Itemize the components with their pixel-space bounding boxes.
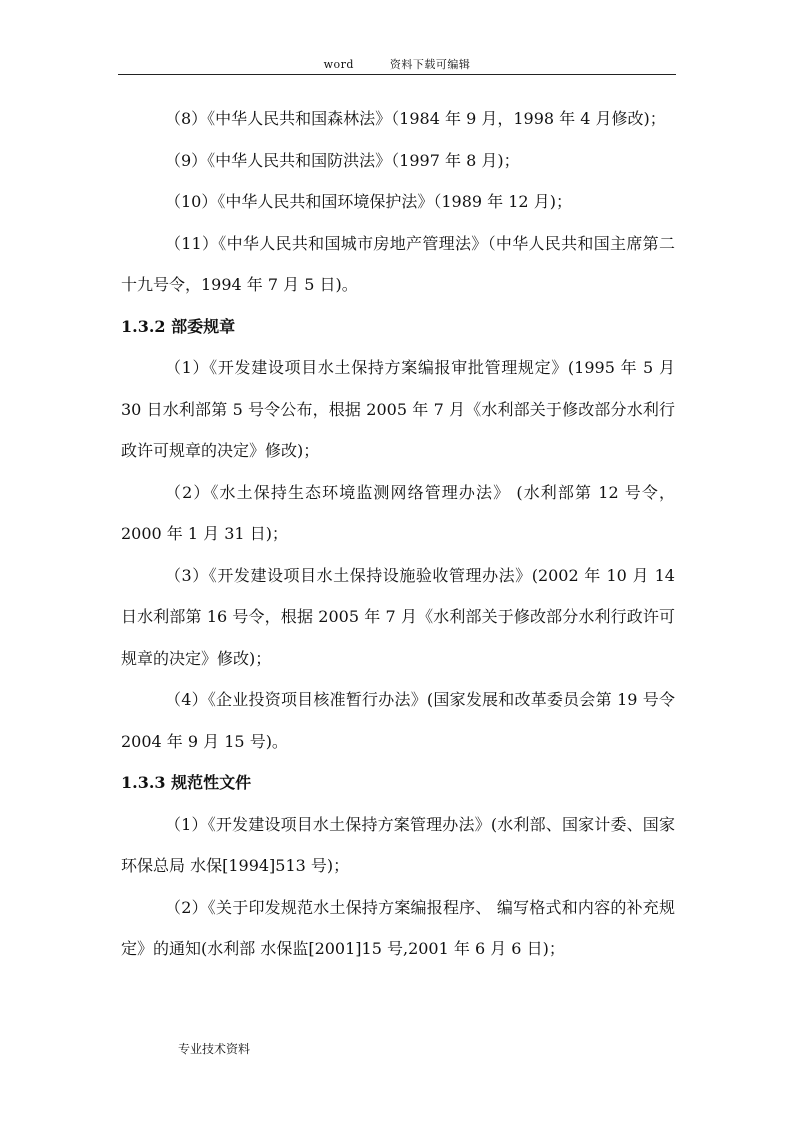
law-item-10: （10）《中华人民共和国环境保护法》（1989 年 12 月)； <box>165 192 572 211</box>
header-rule <box>118 74 676 75</box>
regulation-item-1: （1）《开发建设项目水土保持方案编报审批管理规定》(1995 年 5 月 30 日水利部第 5 号令公布，根据 2005 年 7 月《水利部关于修改部分水利行政许可规章的决定》修改)； <box>121 358 675 460</box>
header-right-text: 资料下载可编辑 <box>389 58 471 71</box>
page-footer: 专业技术资料 <box>178 1042 251 1056</box>
normative-doc-item-1: （1）《开发建设项目水土保持方案管理办法》(水利部、国家计委、国家环保总局 水保[1994]513 号)； <box>121 814 675 875</box>
section-heading-1-3-3: 1.3.3 规范性文件 <box>121 773 252 792</box>
law-item-11: （11）《中华人民共和国城市房地产管理法》（中华人民共和国主席第二十九号令，1994 年 7 月 5 日)。 <box>121 233 675 294</box>
law-item-8: （8）《中华人民共和国森林法》（1984 年 9 月，1998 年 4 月修改)； <box>165 109 666 128</box>
regulation-item-3: （3）《开发建设项目水土保持设施验收管理办法》(2002 年 10 月 14 日水利部第 16 号令，根据 2005 年 7 月《水利部关于修改部分水利行政许可规章的决定》修改)； <box>121 565 675 668</box>
section-heading-1-3-2: 1.3.2 部委规章 <box>121 316 236 336</box>
header-left-text: word <box>323 58 354 71</box>
document-body <box>121 98 675 970</box>
page-header <box>118 56 676 74</box>
normative-doc-item-2: （2）《关于印发规范水土保持方案编报程序、 编写格式和内容的补充规定》的通知(水利部 水保监[2001]15 号,2001 年 6 月 6 日)； <box>121 897 675 958</box>
law-item-9: （9）《中华人民共和国防洪法》（1997 年 8 月)； <box>165 150 520 170</box>
regulation-item-2: （2）《水土保持生态环境监测网络管理办法》 (水利部第 12 号令，2000 年 1 月 31 日)； <box>121 482 675 543</box>
regulation-item-4: （4）《企业投资项目核准暂行办法》(国家发展和改革委员会第 19 号令 2004 年 9 月 15 号)。 <box>121 690 675 751</box>
